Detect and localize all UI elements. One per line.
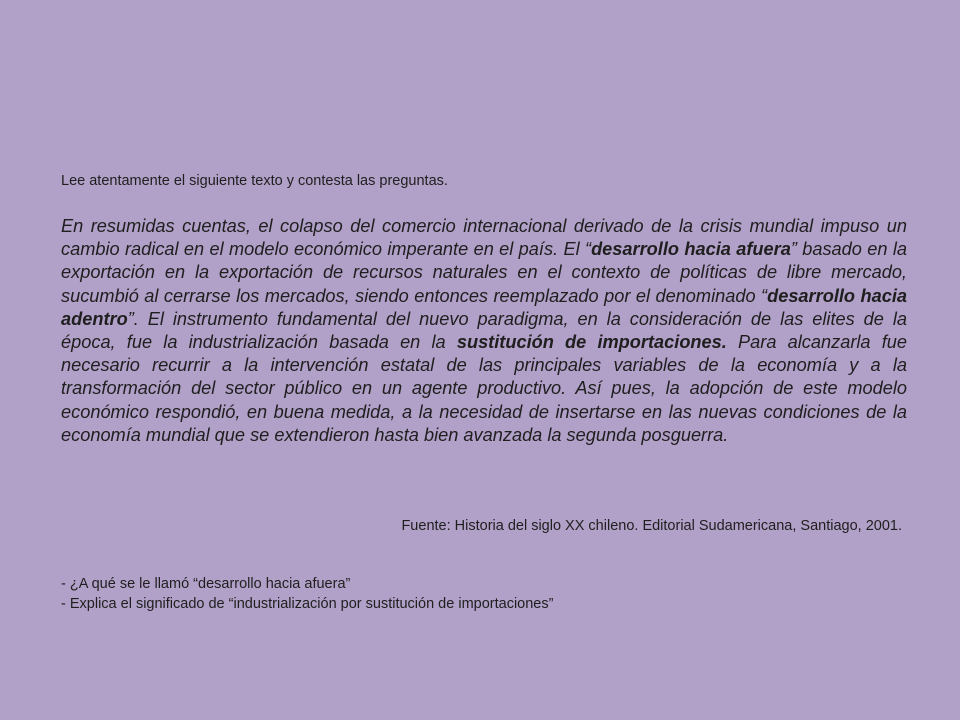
quote-text-part-2: ” basado en la exportación en la exportación de recursos naturales en el contexto de políticas de libre mercado, sucumbió al cerrarse los mercados, siendo entonces reemplazado por el denominado “ [61,239,907,306]
question-item: - Explica el significado de “industrialización por sustitución de importaciones” [61,595,554,612]
quote-term-sustitucion-de-importaciones: sustitución de importaciones. [456,332,727,353]
quote-text-part-3: ”. El instrumento fundamental del nuevo paradigma, en la consideración de las elites de la época, fue la industrialización basada en la [61,308,907,353]
quote-term-desarrollo-hacia-afuera: desarrollo hacia afuera [591,239,791,260]
quote-term-desarrollo-hacia-adentro: desarrollo hacia adentro [61,285,907,329]
quote-text-part-1: En resumidas cuentas, el colapso del comercio internacional derivado de la crisis mundial impuso un cambio radical en el modelo económico imperante en el país. El “ [61,216,907,260]
question-item: - ¿A qué se le llamó “desarrollo hacia afuera” [61,576,351,592]
quote-text-part-4: Para alcanzarla fue necesario recurrir a la intervención estatal de las principales variables de la economía y a la transformación del sector público en un agente productivo. Así pues, la adopción de este modelo económico respondió, en buena medida, a la necesidad de insertarse en las nuevas condiciones de la economía mundial que se extendieron hasta bien avanzada la segunda posguerra. [61,332,908,445]
source-citation: Fuente: Historia del siglo XX chileno. Editorial Sudamericana, Santiago, 2001. [401,518,902,534]
quote-paragraph [61,215,907,447]
instruction-text: Lee atentamente el siguiente texto y contesta las preguntas. [61,173,448,189]
questions-list [61,575,861,614]
